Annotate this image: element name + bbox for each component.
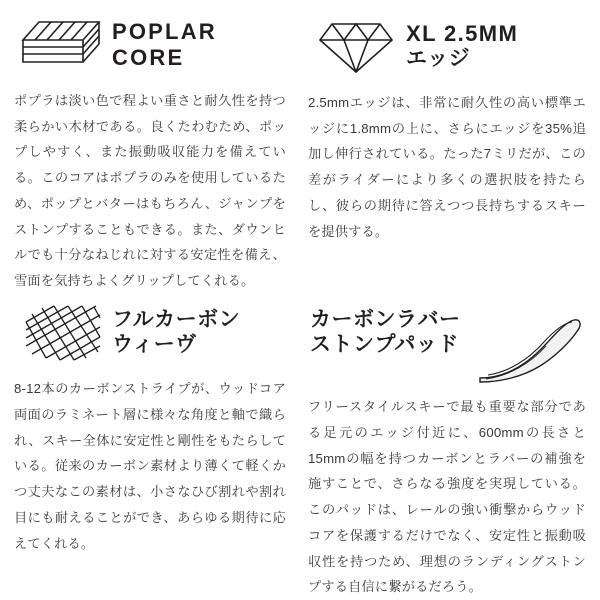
feature-title-line1: カーボンラバー: [310, 308, 461, 332]
feature-title-group: [308, 308, 467, 358]
stacked-wood-planks-icon: [14, 14, 110, 76]
feature-title-line2: エッジ: [406, 46, 471, 70]
feature-card-carbon-rubber-stomp-pad: [300, 302, 586, 600]
feature-card-poplar-core: [14, 14, 300, 296]
feature-title-line2: ウィーヴ: [112, 333, 197, 357]
feature-title-line2: ストンプパッド: [310, 333, 459, 357]
feature-body: 8-12本のカーボンストライプが、ウッドコア両面のラミネート層に様々な角度と軸で織られ、スキー全体に安定性と剛性をもたらしている。従来のカーボン素材より薄くて軽くかつ丈夫なこの素材は、小さなひび割れや割れ目にも耐えることができ、あらゆる期待に応えてくれる。: [14, 381, 286, 551]
feature-header: [308, 14, 586, 78]
feature-card-xl-edge: [300, 14, 586, 296]
feature-title: POPLAR CORE: [112, 19, 217, 70]
feature-row-top: [14, 14, 586, 296]
curved-ski-tip-icon: [474, 312, 584, 393]
feature-title-line1: フルカーボン: [112, 308, 241, 332]
feature-row-bottom: [14, 302, 586, 600]
woven-mesh-icon: [14, 302, 110, 364]
feature-title-group: [110, 308, 240, 358]
feature-title-line1: XL 2.5MM: [406, 20, 519, 46]
feature-body: 2.5mmエッジは、非常に耐久性の高い標準エッジに1.8mmの上に、さらにエッジを35%追加し伸行されている。たった7ミリだが、この差がライダーにより多くの選択肢を持たらし、彼らの期待に答えつつ長持ちするスキーを提供する。: [308, 95, 586, 239]
feature-title-group: [404, 21, 518, 72]
feature-header: [14, 14, 286, 76]
feature-body: ポプラは淡い色で程よい重さと耐久性を持つ柔らかい木材である。良くたわむため、ポップしやすく、また振動吸収能力を備えている。このコアはポプラのみを使用しているため、ポップとバターはもちろん、ジャンプをストンプすることもできる。また、ダウンヒルでも十分なねじれに対する安定性を備え、雪面を気持ちよくグリップしてくれる。: [14, 93, 286, 289]
feature-header: [14, 302, 286, 364]
feature-card-full-carbon-weave: [14, 302, 300, 600]
diamond-icon: [308, 14, 404, 78]
feature-body: フリースタイルスキーで最も重要な部分である足元のエッジ付近に、600mmの長さと15mmの幅を持つカーボンとラバーの補強を施すことで、さらなる強度を実現している。このパッドは、レールの強い衝撃からウッドコアを保護するだけでなく、安定性と振動吸収性を持つため、理想のランディングストンプする自信に繋がるだろう。: [308, 399, 586, 595]
